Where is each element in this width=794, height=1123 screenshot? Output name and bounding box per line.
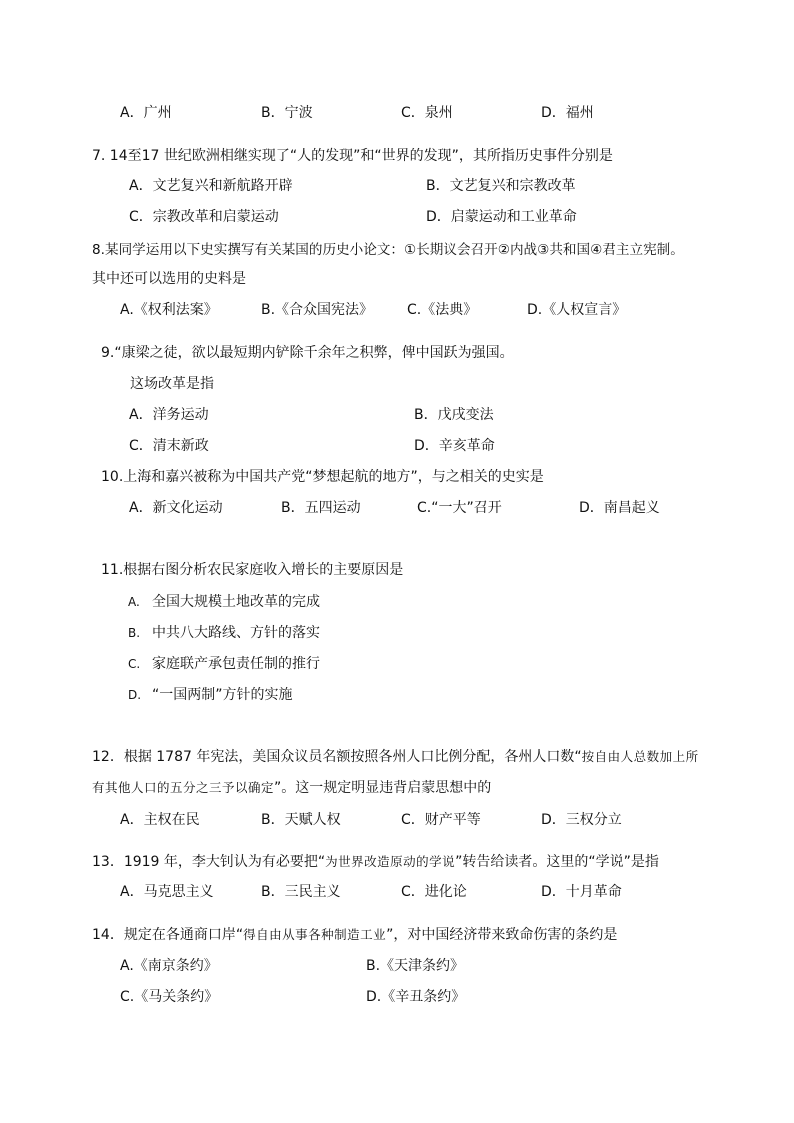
q9-option-b: B．戊戌变法: [414, 407, 494, 423]
q11-option-a-letter: A.: [128, 595, 140, 609]
q11-option-d-text: “一国两制”方针的实施: [152, 687, 293, 703]
q13-quote: 为世界改造原动的学说: [325, 854, 456, 869]
q11-option-a: [128, 591, 320, 611]
q11-option-b-letter: B.: [128, 626, 141, 640]
q11-option-d-letter: D.: [128, 688, 142, 702]
q12-quote-a: 按自由人总数加上所: [581, 749, 699, 764]
q9-option-d: D．辛亥革命: [414, 438, 495, 454]
q10-stem: 10.上海和嘉兴被称为中国共产党“梦想起航的地方”，与之相关的史实是: [101, 469, 544, 485]
q14-stem-a: 14．规定在各通商口岸“: [92, 927, 244, 943]
q11-option-a-text: 全国大规模土地改革的完成: [152, 594, 320, 610]
q7-option-d: D．启蒙运动和工业革命: [426, 209, 577, 225]
q11-option-b: [128, 622, 320, 642]
q10-option-c: C.“一大”召开: [417, 500, 502, 516]
q12-quote-b: 有其他人口的五分之三予以确定: [92, 780, 275, 795]
q6-option-d: D．福州: [541, 105, 594, 121]
q12-option-d: D．三权分立: [541, 812, 622, 828]
q7-option-b: B．文艺复兴和宗教改革: [426, 178, 576, 194]
q8-option-b: B.《合众国宪法》: [261, 302, 374, 318]
q12-stem-line-1: [92, 746, 699, 766]
q9-option-c: C．清末新政: [129, 438, 209, 454]
q8-stem: 8.某同学运用以下史实撰写有关某国的历史小论文：①长期议会召开②内战③共和国④君主立宪制。: [92, 242, 684, 258]
q11-option-c-text: 家庭联产承包责任制的推行: [152, 656, 320, 672]
q12-option-c: C．财产平等: [401, 812, 481, 828]
q14-option-c: C.《马关条约》: [120, 989, 219, 1005]
q12-option-a: A．主权在民: [120, 812, 200, 828]
q13-stem-b: ”转告给读者。这里的“学说”是指: [455, 854, 659, 870]
q8-option-a: A.《权利法案》: [120, 302, 218, 318]
q13-stem-a: 13．1919 年，李大钊认为有必要把“: [92, 854, 326, 870]
q11-option-c: [128, 653, 320, 673]
q9-stem-continued: 这场改革是指: [130, 376, 214, 392]
q11-option-d: [128, 684, 293, 704]
q8-stem-continued: 其中还可以选用的史料是: [92, 271, 246, 287]
q13-stem: [92, 851, 659, 871]
q12-stem-a: 12．根据 1787 年宪法，美国众议员名额按照各州人口比例分配，各州人口数“: [92, 749, 582, 765]
q6-option-b: B．宁波: [261, 105, 313, 121]
q12-stem-b: ”。这一规定明显违背启蒙思想中的: [274, 780, 492, 796]
q12-stem-line-2: [92, 777, 491, 797]
q14-option-a: A.《南京条约》: [120, 958, 218, 974]
q14-stem-b: ”，对中国经济带来致命伤害的条约是: [386, 927, 618, 943]
q11-option-c-letter: C.: [128, 657, 141, 671]
q7-option-a: A．文艺复兴和新航路开辟: [129, 178, 293, 194]
q9-stem: 9.“康梁之徒，欲以最短期内铲除千余年之积弊，俾中国跃为强国。: [101, 345, 514, 361]
q12-option-b: B．天赋人权: [261, 812, 341, 828]
q13-option-b: B．三民主义: [261, 884, 341, 900]
q11-option-b-text: 中共八大路线、方针的落实: [152, 625, 320, 641]
q13-option-c: C．进化论: [401, 884, 467, 900]
q14-option-d: D.《辛丑条约》: [366, 989, 466, 1005]
q13-option-a: A．马克思主义: [120, 884, 214, 900]
q8-option-d: D.《人权宣言》: [527, 302, 627, 318]
q9-option-a: A．洋务运动: [129, 407, 209, 423]
q14-quote: 得自由从事各种制造工业: [243, 927, 387, 942]
q7-stem: 7. 14至17 世纪欧洲相继实现了“人的发现”和“世界的发现”，其所指历史事件分别是: [92, 148, 613, 164]
q13-option-d: D．十月革命: [541, 884, 622, 900]
q10-option-d: D．南昌起义: [579, 500, 660, 516]
q14-option-b: B.《天津条约》: [366, 958, 465, 974]
q14-stem: [92, 924, 617, 944]
q7-option-c: C．宗教改革和启蒙运动: [129, 209, 279, 225]
q11-stem: 11.根据右图分析农民家庭收入增长的主要原因是: [101, 562, 404, 578]
q10-option-a: A．新文化运动: [129, 500, 223, 516]
q10-option-b: B．五四运动: [281, 500, 361, 516]
q8-option-c: C.《法典》: [407, 302, 478, 318]
q6-option-c: C．泉州: [401, 105, 453, 121]
q6-option-a: A．广州: [120, 105, 172, 121]
